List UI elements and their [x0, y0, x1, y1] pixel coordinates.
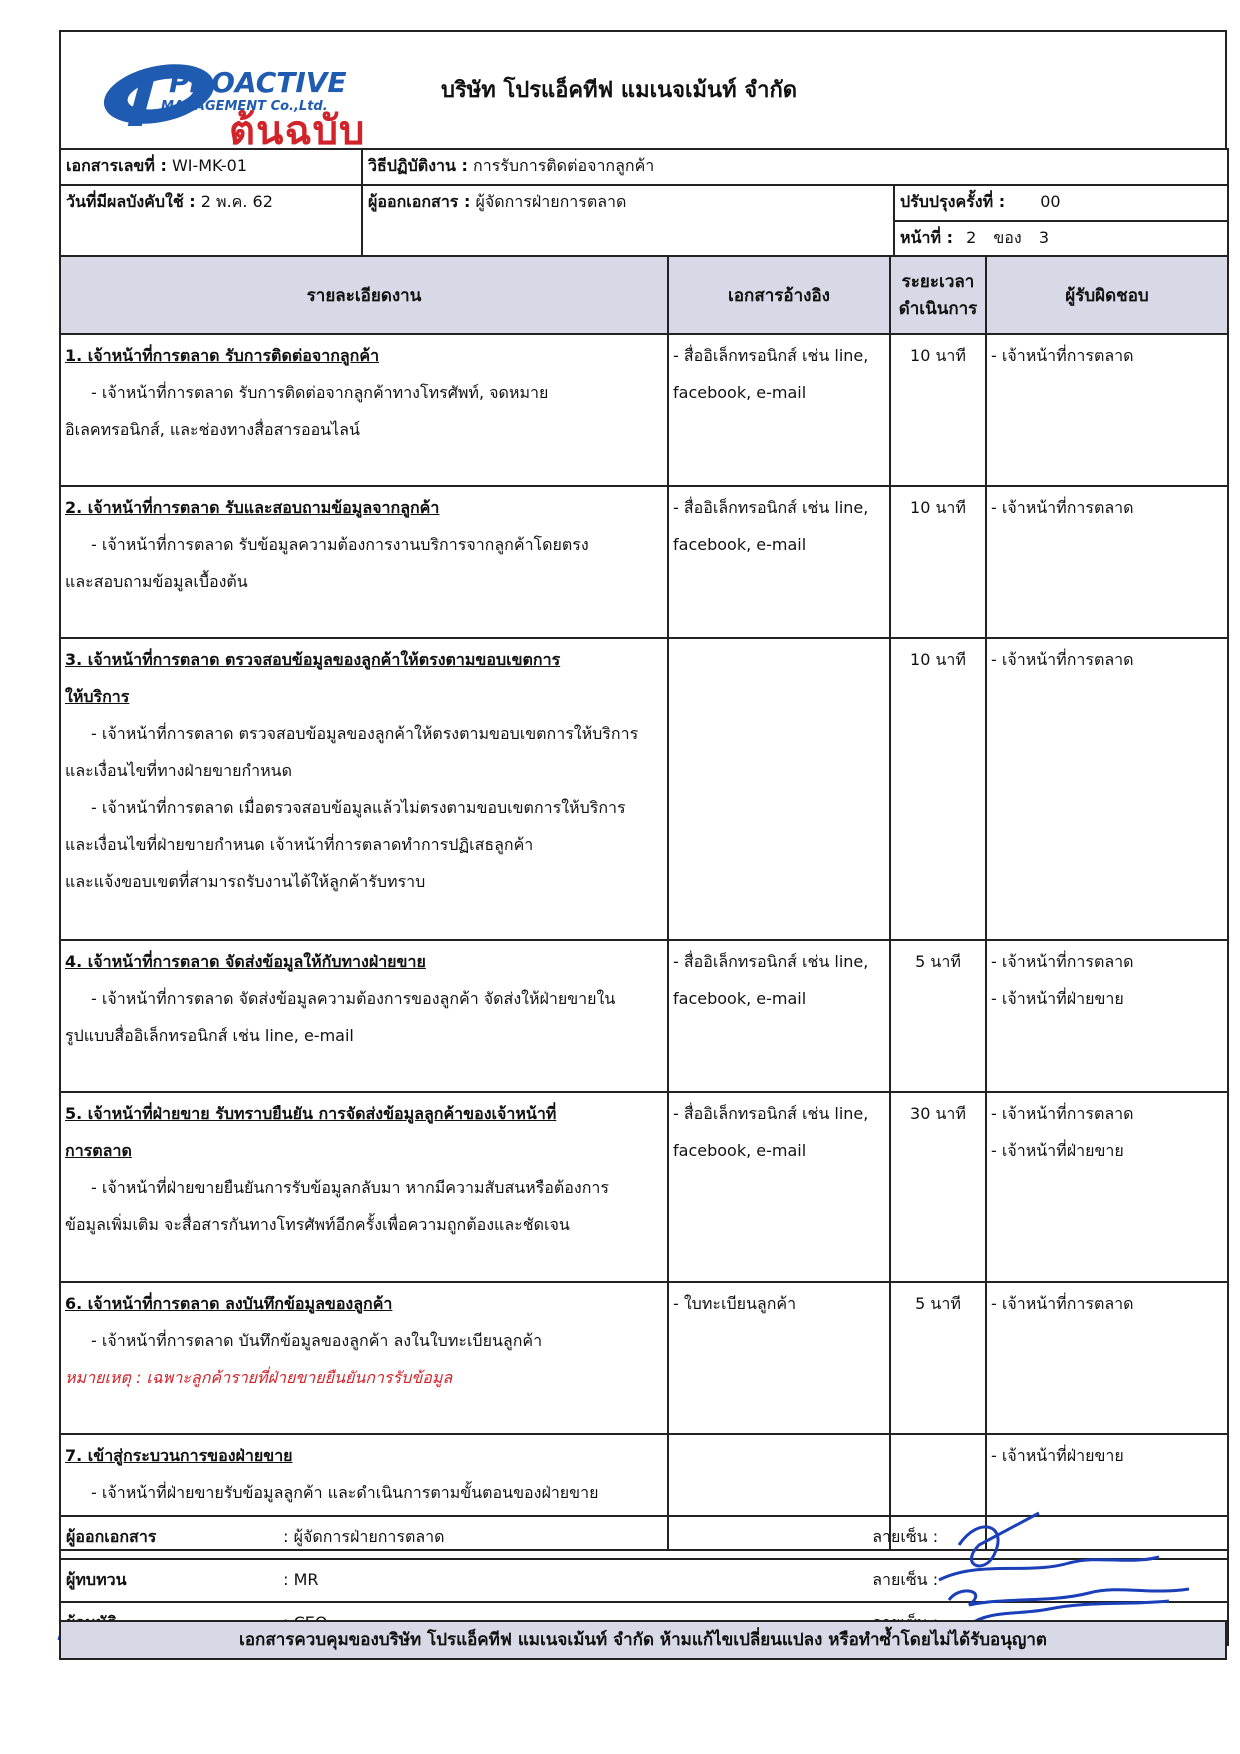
- doc-number-label: เอกสารเลขที่ :: [66, 156, 167, 175]
- document-header: [59, 30, 1227, 154]
- issuer-label: ผู้ออกเอกสาร :: [368, 192, 471, 211]
- step-desc: - เจ้าหน้าที่การตลาด จัดส่งข้อมูลความต้องการของลูกค้า จัดส่งให้ฝ่ายขายใน: [91, 989, 616, 1008]
- step-title: 4. เจ้าหน้าที่การตลาด จัดส่งข้อมูลให้กับทางฝ่ายขาย: [65, 952, 426, 971]
- owner-line: - เจ้าหน้าที่การตลาด: [991, 1294, 1134, 1313]
- col-header-duration: [890, 256, 986, 334]
- step-desc: - เจ้าหน้าที่การตลาด เมื่อตรวจสอบข้อมูลแล้วไม่ตรงตามขอบเขตการให้บริการ: [91, 798, 626, 817]
- step-reference: [668, 1282, 890, 1434]
- step-desc: และแจ้งขอบเขตที่สามารถรับงานได้ให้ลูกค้ารับทราบ: [65, 872, 426, 891]
- step-title: 6. เจ้าหน้าที่การตลาด ลงบันทึกข้อมูลของลูกค้า: [65, 1294, 393, 1313]
- step-title: 5. เจ้าหน้าที่ฝ่ายขาย รับทราบยืนยัน การจัดส่งข้อมูลลูกค้าของเจ้าหน้าที่: [65, 1104, 557, 1123]
- step-desc: ข้อมูลเพิ่มเติม จะสื่อสารกันทางโทรศัพท์อีกครั้งเพื่อความถูกต้องและชัดเจน: [65, 1215, 570, 1234]
- owner-line: - เจ้าหน้าที่การตลาด: [991, 346, 1134, 365]
- step-owner: [986, 486, 1228, 638]
- owner-line: - เจ้าหน้าที่การตลาด: [991, 1104, 1134, 1123]
- step-reference: [668, 334, 890, 486]
- table-row: [60, 486, 1228, 638]
- col-header-detail: รายละเอียดงาน: [60, 256, 668, 334]
- reference-line: - ใบทะเบียนลูกค้า: [673, 1294, 797, 1313]
- step-title: 1. เจ้าหน้าที่การตลาด รับการติดต่อจากลูกค้า: [65, 346, 380, 365]
- step-owner: [986, 1282, 1228, 1434]
- issuer-cell: [362, 185, 894, 256]
- logo-text: PROACTIVE: [169, 66, 347, 99]
- revision-cell: [894, 185, 1228, 221]
- reference-line: facebook, e-mail: [673, 383, 807, 402]
- effective-date-cell: [60, 185, 362, 256]
- procedure-table: [59, 255, 1229, 1551]
- page-cell: [894, 221, 1228, 256]
- col-header-owner: ผู้รับผิดชอบ: [986, 256, 1228, 334]
- signoff-reviewer-label: ผู้ทบทวน: [66, 1570, 127, 1589]
- reference-line: facebook, e-mail: [673, 535, 807, 554]
- doc-number-cell: [60, 149, 362, 185]
- company-name: บริษัท โปรแอ็คทีฟ แมเนจเม้นท์ จำกัด: [441, 78, 798, 103]
- step-title: 3. เจ้าหน้าที่การตลาด ตรวจสอบข้อมูลของลูกค้าให้ตรงตามขอบเขตการ: [65, 650, 561, 669]
- original-copy-stamp: ต้นฉบับ: [229, 108, 366, 154]
- effective-date-label: วันที่มีผลบังคับใช้ :: [66, 192, 196, 211]
- owner-line: - เจ้าหน้าที่การตลาด: [991, 650, 1134, 669]
- col-header-duration-line1: ระยะเวลา: [901, 272, 975, 292]
- table-row: [60, 1282, 1228, 1434]
- step-desc: และเงื่อนไขที่ทางฝ่ายขายกำหนด: [65, 761, 292, 780]
- revision-label: ปรับปรุงครั้งที่ :: [900, 192, 1006, 211]
- reference-line: facebook, e-mail: [673, 1141, 807, 1160]
- procedure-value: การรับการติดต่อจากลูกค้า: [473, 156, 655, 175]
- table-row: [60, 334, 1228, 486]
- step-desc: อิเลคทรอนิกส์, และช่องทางสื่อสารออนไลน์: [65, 420, 360, 439]
- page-total: 3: [1038, 228, 1049, 247]
- step-desc: - เจ้าหน้าที่ฝ่ายขายยืนยันการรับข้อมูลกลับมา หากมีความสับสนหรือต้องการ: [91, 1178, 609, 1197]
- step-reference: [668, 638, 890, 940]
- logo-subtext: MANAGEMENT Co.,Ltd.: [161, 99, 328, 114]
- owner-line: - เจ้าหน้าที่การตลาด: [991, 952, 1134, 971]
- step-detail: [60, 486, 668, 638]
- page-of: ของ: [993, 228, 1022, 247]
- step-duration: 10 นาที: [890, 486, 986, 638]
- doc-number-value: WI-MK-01: [171, 156, 247, 175]
- table-row: [60, 638, 1228, 940]
- step-duration: 5 นาที: [890, 1282, 986, 1434]
- step-duration: 10 นาที: [890, 334, 986, 486]
- signature-label: ลายเซ็น :: [872, 1527, 939, 1546]
- col-header-reference: เอกสารอ้างอิง: [668, 256, 890, 334]
- step-note: หมายเหตุ : เฉพาะลูกค้ารายที่ฝ่ายขายยืนยันการรับข้อมูล: [65, 1368, 453, 1387]
- step-reference: [668, 486, 890, 638]
- reference-line: facebook, e-mail: [673, 989, 807, 1008]
- document-meta-table: [59, 148, 1229, 257]
- table-row: [60, 940, 1228, 1092]
- step-desc: และสอบถามข้อมูลเบื้องต้น: [65, 572, 248, 591]
- step-desc: - เจ้าหน้าที่การตลาด บันทึกข้อมูลของลูกค้า ลงในใบทะเบียนลูกค้า: [91, 1331, 543, 1350]
- step-detail: [60, 940, 668, 1092]
- effective-date-value: 2 พ.ค. 62: [200, 192, 273, 211]
- step-owner: [986, 1092, 1228, 1282]
- step-duration: 30 นาที: [890, 1092, 986, 1282]
- reference-line: - สื่ออิเล็กทรอนิกส์ เช่น line,: [673, 346, 869, 365]
- step-owner: [986, 334, 1228, 486]
- signoff-reviewer-value: : MR: [283, 1570, 319, 1589]
- signature-label: ลายเซ็น :: [872, 1570, 939, 1589]
- reference-line: - สื่ออิเล็กทรอนิกส์ เช่น line,: [673, 1104, 869, 1123]
- page-label: หน้าที่ :: [900, 228, 953, 247]
- step-desc: รูปแบบสื่ออิเล็กทรอนิกส์ เช่น line, e-mail: [65, 1026, 354, 1045]
- procedure-cell: [362, 149, 1228, 185]
- step-duration: 10 นาที: [890, 638, 986, 940]
- step-desc: - เจ้าหน้าที่การตลาด รับข้อมูลความต้องการงานบริการจากลูกค้าโดยตรง: [91, 535, 589, 554]
- signoff-issuer-value: : ผู้จัดการฝ่ายการตลาด: [283, 1527, 445, 1546]
- signoff-issuer-label: ผู้ออกเอกสาร: [66, 1527, 157, 1546]
- step-detail: [60, 638, 668, 940]
- step-title-cont: การตลาด: [65, 1141, 132, 1160]
- col-header-duration-line2: ดำเนินการ: [898, 299, 978, 319]
- step-title-cont: ให้บริการ: [65, 687, 130, 706]
- step-desc: - เจ้าหน้าที่ฝ่ายขายรับข้อมูลลูกค้า และดำเนินการตามขั้นตอนของฝ่ายขาย: [91, 1483, 599, 1502]
- owner-line: - เจ้าหน้าที่ฝ่ายขาย: [991, 1446, 1124, 1465]
- step-desc: - เจ้าหน้าที่การตลาด รับการติดต่อจากลูกค้าทางโทรศัพท์, จดหมาย: [91, 383, 549, 402]
- revision-value: 00: [1040, 192, 1061, 211]
- step-detail: [60, 1092, 668, 1282]
- step-reference: [668, 940, 890, 1092]
- handwritten-signatures: [899, 1505, 1229, 1635]
- owner-line: - เจ้าหน้าที่การตลาด: [991, 498, 1134, 517]
- step-owner: [986, 638, 1228, 940]
- owner-line: - เจ้าหน้าที่ฝ่ายขาย: [991, 989, 1124, 1008]
- page-number: 2: [966, 228, 977, 247]
- step-detail: [60, 1282, 668, 1434]
- step-desc: - เจ้าหน้าที่การตลาด ตรวจสอบข้อมูลของลูกค้าให้ตรงตามขอบเขตการให้บริการ: [91, 724, 639, 743]
- step-title: 7. เข้าสู่กระบวนการของฝ่ายขาย: [65, 1446, 293, 1465]
- step-duration: 5 นาที: [890, 940, 986, 1092]
- reference-line: - สื่ออิเล็กทรอนิกส์ เช่น line,: [673, 952, 869, 971]
- table-row: [60, 1092, 1228, 1282]
- procedure-label: วิธีปฏิบัติงาน :: [368, 156, 468, 175]
- step-title: 2. เจ้าหน้าที่การตลาด รับและสอบถามข้อมูลจากลูกค้า: [65, 498, 440, 517]
- issuer-value: ผู้จัดการฝ่ายการตลาด: [475, 192, 627, 211]
- owner-line: - เจ้าหน้าที่ฝ่ายขาย: [991, 1141, 1124, 1160]
- step-desc: และเงื่อนไขที่ฝ่ายขายกำหนด เจ้าหน้าที่การตลาดทำการปฏิเสธลูกค้า: [65, 835, 534, 854]
- document-footer: เอกสารควบคุมของบริษัท โปรแอ็คทีฟ แมเนจเม้นท์ จำกัด ห้ามแก้ไขเปลี่ยนแปลง หรือทำซ้ำโดยไม่ได้รับอนุญาต: [59, 1620, 1227, 1660]
- step-reference: [668, 1092, 890, 1282]
- step-detail: [60, 334, 668, 486]
- reference-line: - สื่ออิเล็กทรอนิกส์ เช่น line,: [673, 498, 869, 517]
- step-owner: [986, 940, 1228, 1092]
